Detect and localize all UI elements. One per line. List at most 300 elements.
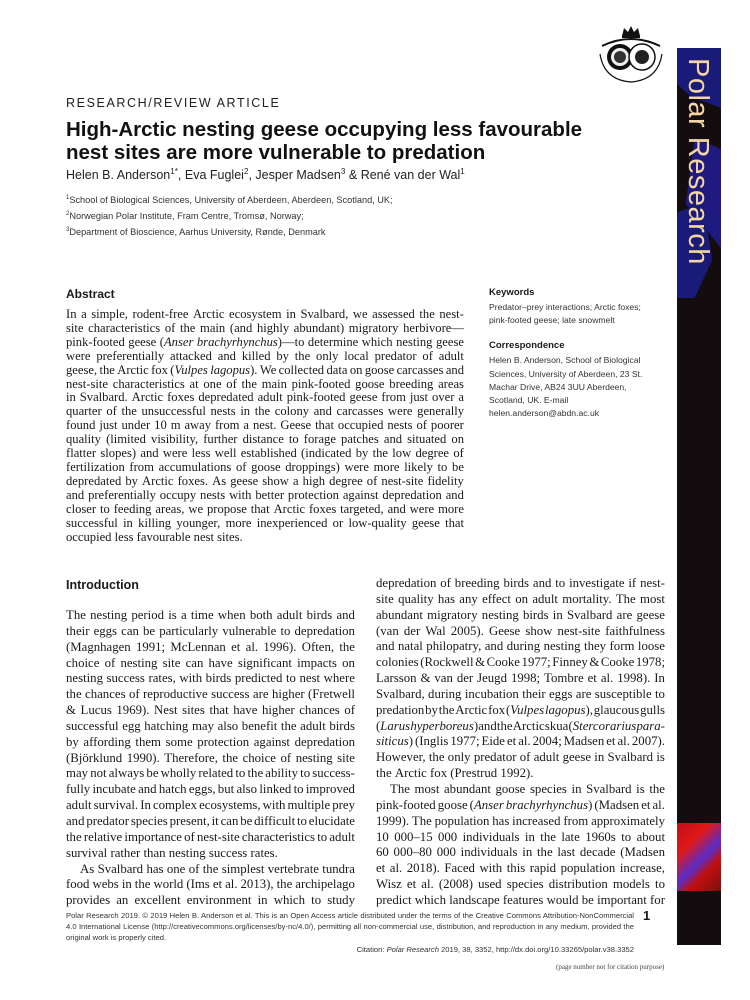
text-line <box>376 624 665 640</box>
word <box>66 350 90 364</box>
word <box>477 671 507 687</box>
text-fragment: can <box>121 623 139 638</box>
text-fragment: al. <box>652 797 665 812</box>
text-fragment: they <box>584 639 607 654</box>
word <box>253 419 276 433</box>
text-fragment: were <box>409 501 435 516</box>
word <box>482 734 505 750</box>
word <box>268 862 319 878</box>
word <box>376 655 419 671</box>
text-fragment: Jeugd <box>477 671 507 686</box>
word <box>160 489 196 503</box>
word <box>241 877 274 893</box>
word <box>146 766 158 782</box>
text-fragment: low-quality <box>348 515 407 530</box>
text-fragment: which <box>361 334 393 349</box>
word <box>552 655 588 671</box>
word <box>250 608 273 624</box>
word <box>640 576 665 592</box>
text-fragment: in <box>571 781 582 796</box>
word <box>439 350 464 364</box>
word <box>478 719 496 735</box>
word <box>66 378 108 392</box>
word <box>374 461 400 475</box>
word <box>446 489 464 503</box>
word <box>295 350 310 364</box>
word <box>85 687 126 703</box>
word <box>475 655 485 671</box>
text-fragment: As <box>212 473 227 488</box>
word <box>242 378 257 392</box>
word <box>458 391 464 405</box>
text-fragment: likely <box>404 459 433 474</box>
text-fragment: Svalbard <box>97 861 144 876</box>
text-fragment: 000–80 <box>393 845 432 860</box>
text-fragment: success <box>208 845 248 860</box>
correspondence-heading: Correspondence <box>489 340 565 352</box>
word <box>66 703 76 719</box>
citation <box>66 944 634 955</box>
text-fragment: the <box>294 348 311 363</box>
word <box>580 845 616 861</box>
text-fragment: 1992). <box>500 766 534 781</box>
text-fragment: provides <box>66 893 111 908</box>
text-fragment: birds <box>329 718 355 733</box>
text-line <box>376 671 665 687</box>
text-fragment: ability <box>265 766 298 781</box>
text-fragment: of <box>440 576 451 590</box>
text-fragment: nest <box>299 671 321 686</box>
text-fragment: geese <box>562 750 592 765</box>
text-fragment: In <box>140 798 151 813</box>
page-number: 1 <box>643 908 651 923</box>
word <box>251 461 280 475</box>
text-fragment: and <box>66 487 85 502</box>
word <box>105 656 116 672</box>
word <box>300 719 326 735</box>
text-fragment: 1998). <box>617 671 651 686</box>
word <box>511 671 540 687</box>
text-fragment: 000 <box>438 829 458 844</box>
text-fragment: closer <box>66 501 97 516</box>
word <box>532 592 558 608</box>
word <box>439 703 455 719</box>
word <box>428 687 461 703</box>
text-fragment: killed <box>241 348 271 363</box>
text-line <box>66 877 355 893</box>
text-fragment: the <box>536 845 553 860</box>
word <box>500 766 533 782</box>
text-fragment: of <box>519 750 531 765</box>
text-fragment: nesting <box>396 334 433 349</box>
word <box>376 703 424 719</box>
text-fragment: sites <box>182 703 205 718</box>
word <box>655 877 665 893</box>
text-fragment: rodent-free <box>132 307 189 321</box>
word <box>218 782 234 798</box>
text-fragment: hatch <box>158 782 187 797</box>
text-fragment: forage <box>303 432 336 447</box>
text-line <box>376 893 665 909</box>
text-fragment: al. <box>600 671 614 686</box>
word <box>254 735 290 751</box>
word <box>122 419 151 433</box>
text-line <box>66 322 464 336</box>
text-fragment: landscape <box>449 892 500 907</box>
word <box>186 877 209 893</box>
word <box>203 433 237 447</box>
text-fragment: The <box>615 591 636 606</box>
text-fragment: ecosystem <box>229 307 282 321</box>
text-fragment: et <box>231 639 241 654</box>
text-fragment: (van <box>376 623 399 638</box>
word <box>66 640 131 656</box>
text-fragment: the <box>66 687 82 702</box>
text-fragment: pink-footed <box>66 334 125 349</box>
text-fragment: Wal <box>425 623 446 638</box>
word <box>106 405 117 419</box>
text-fragment: a <box>243 418 249 433</box>
text-line <box>376 782 665 798</box>
word <box>230 475 258 489</box>
text-fragment: and <box>140 446 159 461</box>
word <box>344 461 368 475</box>
text-fragment: occupied <box>66 529 112 544</box>
text-line <box>376 639 665 655</box>
word <box>594 798 639 814</box>
word <box>329 719 355 735</box>
text-fragment: may <box>66 766 89 781</box>
text-line <box>66 405 464 419</box>
text-fragment: higher <box>261 703 295 718</box>
word <box>608 750 654 766</box>
word <box>280 624 290 640</box>
word <box>217 531 243 545</box>
text-line <box>66 830 355 846</box>
word <box>286 671 296 687</box>
text-fragment: nesting <box>120 655 158 670</box>
word <box>212 475 226 489</box>
text-fragment: present, <box>169 813 210 828</box>
word <box>240 814 252 830</box>
word <box>316 350 338 364</box>
text-fragment: features <box>502 892 544 907</box>
word <box>350 364 363 378</box>
text-fragment: in <box>123 515 133 530</box>
word <box>620 845 665 861</box>
word <box>115 531 137 545</box>
text-fragment: site <box>66 320 84 335</box>
text-fragment: the <box>66 829 82 844</box>
word <box>209 656 233 672</box>
paragraph <box>66 608 355 862</box>
text-fragment: eggs <box>548 686 573 701</box>
word <box>206 671 232 687</box>
affiliation-text: Norwegian Polar Institute, Fram Centre, Tromsø, Norway; <box>69 211 304 221</box>
word <box>299 703 340 719</box>
word <box>459 592 477 608</box>
word <box>161 766 197 782</box>
text-fragment: this <box>506 861 526 876</box>
word <box>193 308 224 322</box>
word <box>215 419 239 433</box>
affiliation-mark: 1 <box>66 194 70 201</box>
word <box>482 592 511 608</box>
word <box>66 687 82 703</box>
word <box>396 336 432 350</box>
word <box>66 624 89 640</box>
word <box>288 489 339 503</box>
word <box>553 608 563 624</box>
text-fragment: 1990). <box>126 750 160 765</box>
text-fragment: with <box>229 487 252 502</box>
word <box>617 734 629 750</box>
text-line <box>376 861 665 877</box>
word <box>395 766 430 782</box>
text-fragment: 1991; <box>135 639 166 654</box>
word <box>300 766 310 782</box>
word <box>100 364 115 378</box>
italic-text: Vulpes <box>510 702 545 717</box>
word <box>410 719 478 735</box>
word <box>506 798 592 814</box>
word <box>522 687 545 703</box>
text-fragment: skua <box>544 718 569 733</box>
word <box>610 639 635 655</box>
word <box>280 419 311 433</box>
word <box>569 719 637 735</box>
text-fragment: be <box>452 459 464 474</box>
word <box>388 405 412 419</box>
text-fragment: & <box>589 655 600 670</box>
text-fragment: during <box>506 639 541 654</box>
word <box>259 782 291 798</box>
word <box>653 798 665 814</box>
paragraph <box>66 862 355 910</box>
text-fragment: attacked <box>169 348 212 363</box>
norwegian-polar-institute-logo <box>596 24 666 86</box>
text-fragment: Arctic <box>455 702 488 717</box>
word <box>594 750 604 766</box>
word <box>534 750 560 766</box>
word <box>438 592 455 608</box>
text-fragment: of <box>366 473 378 488</box>
text-fragment: loose <box>637 639 665 654</box>
word <box>390 861 402 877</box>
text-fragment: quarter <box>66 404 102 419</box>
word <box>394 845 432 861</box>
word <box>522 655 551 671</box>
text-fragment: Cooke <box>600 655 635 670</box>
text-fragment: in <box>522 845 533 860</box>
word <box>263 798 286 814</box>
word <box>92 782 135 798</box>
text-fragment: has <box>146 861 164 876</box>
word <box>125 475 138 489</box>
text-fragment: reproductive <box>143 687 208 702</box>
word <box>197 336 305 350</box>
word <box>197 735 249 751</box>
word <box>398 592 434 608</box>
text-fragment: quality <box>66 432 101 447</box>
word <box>547 893 579 909</box>
word <box>132 391 163 405</box>
text-line <box>66 862 355 878</box>
word <box>235 671 283 687</box>
text-fragment: Arctic <box>193 307 225 321</box>
text-fragment: to <box>296 813 307 828</box>
citation-journal: Polar Research <box>386 944 439 954</box>
word <box>585 830 616 846</box>
text-fragment: 1999). <box>376 813 410 828</box>
word <box>636 782 645 798</box>
text-fragment: multiple <box>287 798 331 813</box>
text-fragment: and <box>445 487 464 502</box>
text-fragment: predict <box>376 892 412 907</box>
word <box>140 798 151 814</box>
word <box>436 336 464 350</box>
word <box>295 735 355 751</box>
word <box>184 830 195 846</box>
text-fragment: a <box>292 473 299 488</box>
text-fragment: carcasses <box>336 404 384 419</box>
word <box>287 391 346 405</box>
italic-text: brachyrhynchus <box>196 334 278 349</box>
author-separator: & <box>345 168 361 182</box>
word <box>127 751 160 767</box>
text-fragment: not <box>90 766 107 781</box>
text-fragment: adult <box>300 718 326 733</box>
word <box>265 766 298 782</box>
word <box>649 782 665 798</box>
text-fragment: the <box>247 766 264 781</box>
text-fragment: and <box>387 501 406 516</box>
author-separator: , <box>248 168 256 182</box>
word <box>444 782 491 798</box>
word <box>387 419 412 433</box>
text-fragment: nesting <box>168 845 206 860</box>
text-fragment: time <box>190 608 214 622</box>
word <box>421 877 433 893</box>
text-fragment: determine <box>307 334 359 349</box>
text-fragment: 2013), <box>240 877 274 892</box>
author-name: Helen B. Anderson <box>66 168 171 182</box>
word <box>482 608 519 624</box>
text-fragment: 000 <box>436 845 456 860</box>
word <box>296 751 333 767</box>
text-fragment: to <box>293 782 304 797</box>
word <box>66 405 102 419</box>
text-fragment: where <box>323 671 355 686</box>
word <box>218 608 246 624</box>
word <box>390 782 410 798</box>
word <box>66 608 86 624</box>
text-fragment: and <box>376 639 395 654</box>
text-fragment: nest-site <box>66 376 108 391</box>
word <box>123 517 133 531</box>
word <box>226 378 237 392</box>
text-fragment: feeding <box>113 501 152 516</box>
word <box>430 766 450 782</box>
word <box>170 640 225 656</box>
word <box>422 350 433 364</box>
text-fragment: the <box>649 781 665 796</box>
text-fragment: degree <box>329 473 363 488</box>
text-fragment: or <box>332 515 344 530</box>
word <box>420 671 430 687</box>
text-line <box>66 640 355 656</box>
text-fragment: over <box>432 390 455 405</box>
word <box>332 798 355 814</box>
text-fragment: from <box>214 418 240 433</box>
word <box>198 766 233 782</box>
text-fragment: have <box>233 703 258 718</box>
word <box>588 671 597 687</box>
text-fragment: ( <box>170 362 175 377</box>
word <box>341 433 379 447</box>
text-fragment: to <box>280 623 291 638</box>
text-fragment: 1978; <box>635 655 665 670</box>
italic-text: hyperboreus <box>410 718 474 733</box>
text-fragment: inexperienced <box>256 515 328 530</box>
word <box>200 489 225 503</box>
text-fragment: for <box>650 892 665 907</box>
text-fragment: targeted, <box>340 501 384 516</box>
word <box>120 656 157 672</box>
text-fragment: is <box>636 781 645 796</box>
word <box>116 703 149 719</box>
title-line: nest sites are more vulnerable to predation <box>66 141 486 164</box>
text-fragment: more <box>373 459 400 474</box>
text-fragment: ). <box>250 362 258 377</box>
text-fragment: der <box>403 623 421 638</box>
text-line <box>376 845 665 861</box>
word <box>184 419 211 433</box>
word <box>240 405 250 419</box>
text-fragment: adult <box>66 798 92 813</box>
abstract-body <box>66 308 464 544</box>
word <box>90 608 127 624</box>
text-fragment: fox <box>430 766 448 781</box>
paragraph <box>376 576 665 782</box>
text-fragment: killing <box>138 515 172 530</box>
text-fragment: local <box>344 348 369 363</box>
text-fragment: food <box>66 877 90 892</box>
word <box>365 364 394 378</box>
text-line <box>66 766 355 782</box>
citation-details: 2019, 38, 3352, http://dx.doi.org/10.33265/polar.v38.3352 <box>438 944 634 954</box>
text-fragment: predicted <box>234 671 283 686</box>
word <box>121 624 139 640</box>
word <box>191 608 214 624</box>
text-fragment: and <box>138 782 157 797</box>
word <box>384 433 402 447</box>
text-fragment: were <box>388 404 413 419</box>
word <box>66 391 76 405</box>
word <box>243 419 249 433</box>
text-fragment: most <box>640 591 665 606</box>
text-fragment: vertebrate <box>267 861 319 876</box>
word <box>322 862 355 878</box>
text-fragment: al. <box>421 877 434 892</box>
word <box>563 814 588 830</box>
word <box>427 608 477 624</box>
word <box>525 624 552 640</box>
word <box>561 830 579 846</box>
text-fragment: and <box>484 639 504 654</box>
text-fragment: in <box>552 607 563 622</box>
text-fragment: always <box>108 766 145 781</box>
